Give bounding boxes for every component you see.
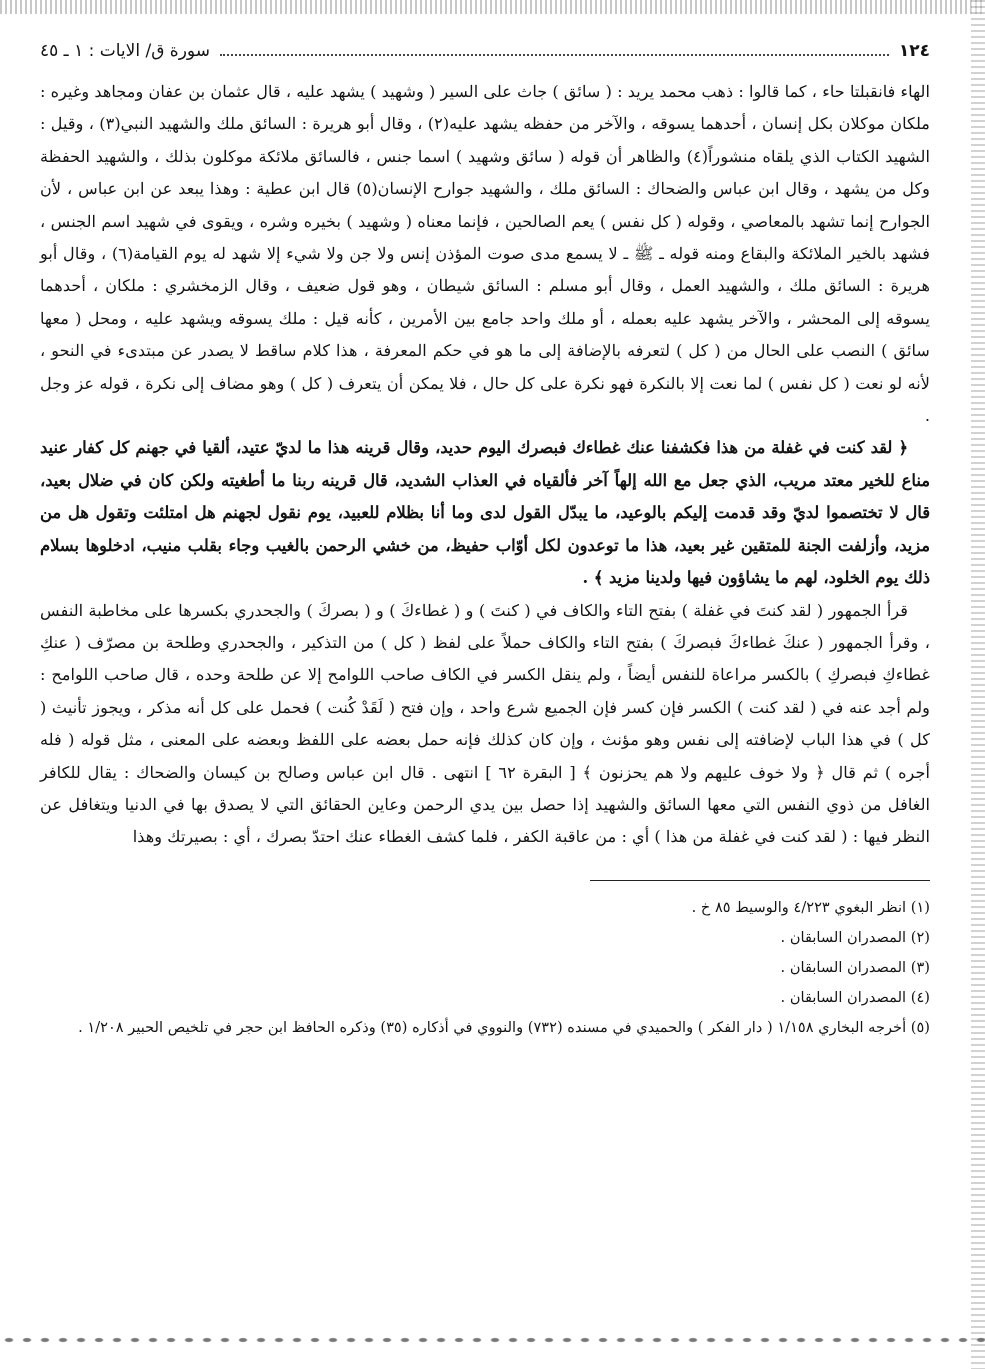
- commentary-paragraph: قرأ الجمهور ( لقد كنتَ في غفلة ) بفتح التاء والكاف في ( كنتَ ) و ( غطاءكَ ) و ( بصركَ ) والجحدري بكسرها على مخاطبة النفس ، وقرأ الجمهور ( عنكَ غطاءكَ فبصركَ ) بفتح التاء والكاف حملاً على لفظ ( كل ) من التذكير ، والجحدري وطلحة بن مصرّف ( عنكِ غطاءكِ فبصركِ ) بالكسر مراعاة للنفس أيضاً ، ولم ينقل الكسر في الكاف صاحب اللوامح إلا عن طلحة وحده ، قال صاحب اللوامح : ولم أجد عنه في ( لقد كنت ) الكسر فإن كسر فإن الجميع شرع واحد ، وإن فتح ( لَقَدْ كُنت ) فحمل على كل أنه مذكر ، ويجوز تأنيث ( كل ) في هذا الباب لإضافته إلى نفس وهو مؤنث ، وإن كان كذلك فإنه حمل بعضه على اللفظ وبعضه على المعنى ، مثل قوله ( فله أجره ) ثم قال ﴿ ولا خوف عليهم ولا هم يحزنون ﴾ [ البقرة ٦٢ ] انتهى . قال ابن عباس وصالح بن كيسان والضحاك : يقال للكافر الغافل من ذوي النفس التي معها السائق والشهيد إذا حصل بين يدي الرحمن وعاين الحقائق التي لا يصدق بها في الدنيا ويتغافل عن النظر فيها : ( لقد كنت في غفلة من هذا ) أي : من عاقبة الكفر ، فلما كشف الغطاء عنك احتدّ بصرك ، أي : بصيرتك وهذا: [40, 600, 930, 847]
- footnote: (٢) المصدران السابقان .: [780, 928, 930, 946]
- footnote-separator: [590, 880, 930, 881]
- header-dot-leader: [220, 40, 889, 56]
- surah-ayat-label: سورة ق/ الايات : ١ ـ ٤٥: [40, 41, 210, 61]
- footnotes: [40, 893, 930, 1043]
- right-border-ornament: [971, 0, 985, 1369]
- book-page: [40, 40, 930, 1043]
- footnote: (٥) أخرجه البخاري ١/١٥٨ ( دار الفكر ) والحميدي في مسنده (٧٣٢) والنووي في أذكاره (٣٥) وذكره الحافظ ابن حجر في تلخيص الحبير ١/٢٠٨ .: [78, 1018, 930, 1036]
- running-header: [40, 40, 930, 74]
- bottom-border-ornament: [0, 1333, 985, 1347]
- footnote: (٤) المصدران السابقان .: [780, 988, 930, 1006]
- footnote: (٣) المصدران السابقان .: [780, 958, 930, 976]
- page-number: ١٢٤: [898, 41, 930, 61]
- commentary-paragraph: الهاء فانقبلتا حاء ، كما قالوا : ذهب محمد يريد : ( سائق ) جاث على السير ( وشهيد ) يشهد عليه ، قال عثمان بن عفان ومجاهد وغيره : ملكان موكلان بكل إنسان ، أحدهما يسوقه ، والآخر من حفظه يشهد عليه(٢) ، وقال أبو هريرة : السائق ملك والشهيد النبي(٣) ، وقيل : الشهيد الكتاب الذي يلقاه منشوراً(٤) والظاهر أن قوله ( سائق وشهيد ) اسما جنس ، فالسائق ملائكة موكلون بذلك ، والشهيد الحفظة وكل من يشهد ، وقال ابن عباس والضحاك : السائق ملك ، والشهيد جوارح الإنسان(٥) قال ابن عطية : وهذا يبعد عن ابن عباس ، لأن الجوارح إنما تشهد بالمعاصي ، وقوله ( كل نفس ) يعم الصالحين ، فإنما معناه ( وشهيد ) بخيره وشره ، ويقوى في شهيد اسم الجنس ، فشهد بالخير الملائكة والبقاع ومنه قوله ـ ﷺ ـ لا يسمع مدى صوت المؤذن إنس ولا جن ولا شيء إلا شهد له يوم القيامة(٦) ، وقال أبو هريرة : السائق ملك ، والشهيد العمل ، وقال أبو مسلم : السائق شيطان ، وهو قول ضعيف ، وقال الزمخشري : ملكان ، أحدهما يسوقه إلى المحشر ، والآخر يشهد عليه بعمله ، أو ملك واحد جامع بين الأمرين ، كأنه قيل : ملك يسوقه ويشهد عليه ، ومحل ( معها سائق ) النصب على الحال من ( كل ) لتعرفه بالإضافة إلى ما هو في حكم المعرفة ، هذا كلام ساقط لا يصدر عن مبتدىء في النحو ، لأنه لو نعت ( كل نفس ) لما نعت إلا بالنكرة فهو نكرة على كل حال ، فلا يمكن أن يتعرف ( كل ) وهو مضاف إلى نكرة ، قوله عز وجل .: [40, 82, 931, 426]
- quran-verse-block: ﴿ لقد كنت في غفلة من هذا فكشفنا عنك غطاءك فبصرك اليوم حديد، وقال قرينه هذا ما لديّ عتيد، ألقيا في جهنم كل كفار عنيد مناع للخير معتد مريب، الذي جعل مع الله إلهاً آخر فألقياه في العذاب الشديد، قال قرينه ربنا ما أطغيته ولكن كان في ضلال بعيد، قال لا تختصموا لديّ وقد قدمت إليكم بالوعيد، ما يبدّل القول لدى وما أنا بظلام للعبيد، يوم نقول لجهنم هل امتلئت وتقول هل من مزيد، وأزلفت الجنة للمتقين غير بعيد، هذا ما توعدون لكل أوّاب حفيظ، من خشي الرحمن بالغيب وجاء بقلب منيب، ادخلوها بسلام ذلك يوم الخلود، لهم ما يشاؤون فيها ولدينا مزيد ﴾ .: [40, 438, 930, 588]
- footnote: (١) انظر البغوي ٤/٢٢٣ والوسيط ٨٥ خ .: [691, 898, 930, 916]
- main-text: [40, 76, 930, 854]
- top-border-ornament: [0, 0, 985, 14]
